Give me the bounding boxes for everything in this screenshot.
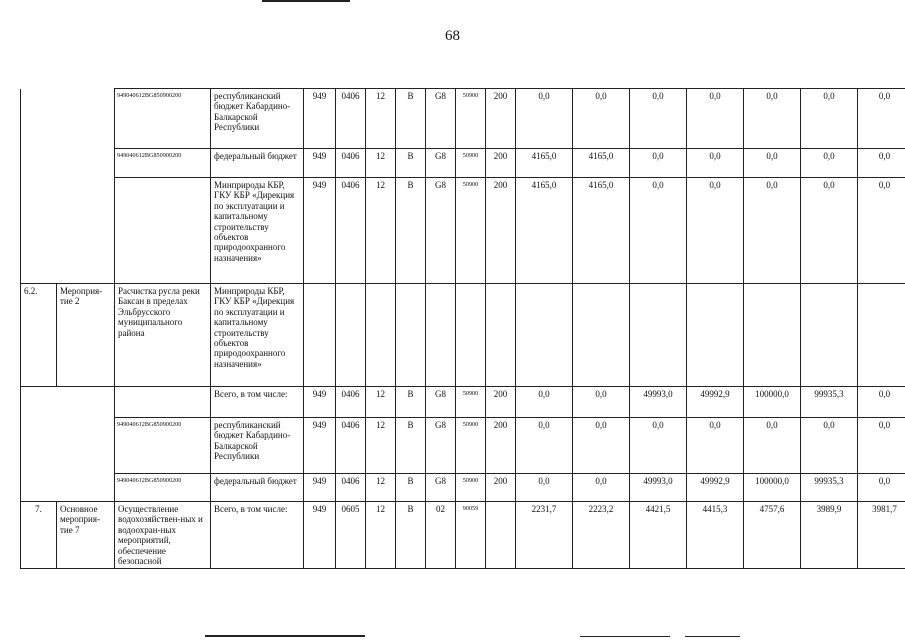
kbk-code-cell bbox=[115, 387, 211, 418]
value-cell: 0,0 bbox=[630, 149, 687, 178]
event-code-cell: G8 bbox=[426, 418, 456, 474]
rzpr-cell: 0605 bbox=[336, 502, 366, 569]
rzpr-cell: 0406 bbox=[336, 418, 366, 474]
item-number-cell: 6.2. bbox=[21, 284, 57, 387]
funding-source-cell: федеральный бюджет bbox=[211, 149, 304, 178]
grbs-cell: 949 bbox=[304, 89, 336, 149]
expense-type-cell: 200 bbox=[486, 474, 516, 502]
value-cell: 0,0 bbox=[744, 418, 801, 474]
expense-type-cell bbox=[486, 502, 516, 569]
empty-cell bbox=[801, 284, 858, 387]
value-cell: 0,0 bbox=[858, 89, 905, 149]
scan-mark-top bbox=[262, 0, 350, 2]
table-row bbox=[21, 474, 905, 502]
value-cell: 100000,0 bbox=[744, 387, 801, 418]
table-row bbox=[21, 89, 905, 149]
value-cell: 0,0 bbox=[687, 178, 744, 284]
expense-type-cell: 200 bbox=[486, 178, 516, 284]
value-cell: 0,0 bbox=[573, 89, 630, 149]
grbs-cell: 949 bbox=[304, 178, 336, 284]
value-cell: 0,0 bbox=[516, 387, 573, 418]
value-cell: 0,0 bbox=[573, 474, 630, 502]
grbs-cell: 949 bbox=[304, 474, 336, 502]
direction-code-cell: 50900 bbox=[456, 178, 486, 284]
table-row bbox=[21, 387, 905, 418]
kbk-code-cell: 949040612BG850900200 bbox=[115, 474, 211, 502]
rzpr-cell: 0406 bbox=[336, 149, 366, 178]
program-code-cell: 12 bbox=[366, 502, 396, 569]
kbk-code-cell: 949040612BG850900200 bbox=[115, 418, 211, 474]
direction-code-cell: 50900 bbox=[456, 149, 486, 178]
merged-empty-cell bbox=[21, 89, 115, 284]
value-cell: 0,0 bbox=[858, 387, 905, 418]
program-code-cell: 12 bbox=[366, 418, 396, 474]
value-cell: 99935,3 bbox=[801, 387, 858, 418]
funding-source-cell: республиканский бюджет Кабардино-Балкарской Республики bbox=[211, 418, 304, 474]
empty-cell bbox=[304, 284, 336, 387]
direction-code-cell: 50900 bbox=[456, 387, 486, 418]
funding-source-cell: Минприроды КБР, ГКУ КБР «Дирекция по эксплуатации и капитальному строительству объектов природоохранного назначения» bbox=[211, 284, 304, 387]
value-cell: 49992,9 bbox=[687, 387, 744, 418]
empty-cell bbox=[426, 284, 456, 387]
value-cell: 0,0 bbox=[858, 474, 905, 502]
event-code-cell: 02 bbox=[426, 502, 456, 569]
value-cell: 0,0 bbox=[573, 418, 630, 474]
expense-type-cell: 200 bbox=[486, 418, 516, 474]
funding-source-cell: федеральный бюджет bbox=[211, 474, 304, 502]
expense-type-cell: 200 bbox=[486, 149, 516, 178]
value-cell: 100000,0 bbox=[744, 474, 801, 502]
table-row bbox=[21, 502, 905, 569]
empty-cell bbox=[744, 284, 801, 387]
empty-cell bbox=[858, 284, 905, 387]
event-code-cell: G8 bbox=[426, 178, 456, 284]
subprogram-code-cell: B bbox=[396, 418, 426, 474]
subprogram-code-cell: B bbox=[396, 474, 426, 502]
rzpr-cell: 0406 bbox=[336, 387, 366, 418]
rzpr-cell: 0406 bbox=[336, 178, 366, 284]
funding-source-cell: Всего, в том числе: bbox=[211, 502, 304, 569]
subprogram-code-cell: B bbox=[396, 502, 426, 569]
scan-mark-bottom bbox=[205, 635, 365, 637]
value-cell: 4421,5 bbox=[630, 502, 687, 569]
kbk-code-cell: 949040612BG850900200 bbox=[115, 149, 211, 178]
kbk-code-cell bbox=[115, 178, 211, 284]
event-code-cell: G8 bbox=[426, 474, 456, 502]
grbs-cell: 949 bbox=[304, 387, 336, 418]
event-name-cell: Расчистка русла реки Баксан в пределах Эльбрусского муниципального района bbox=[115, 284, 211, 387]
value-cell: 0,0 bbox=[801, 178, 858, 284]
table-row bbox=[21, 149, 905, 178]
value-cell: 0,0 bbox=[858, 149, 905, 178]
kbk-code-cell: 949040612BG850900200 bbox=[115, 89, 211, 149]
value-cell: 3989,9 bbox=[801, 502, 858, 569]
table-row bbox=[21, 418, 905, 474]
event-code-cell: G8 bbox=[426, 89, 456, 149]
subprogram-code-cell: B bbox=[396, 178, 426, 284]
empty-cell bbox=[486, 284, 516, 387]
direction-code-cell: 50900 bbox=[456, 474, 486, 502]
funding-source-cell: Минприроды КБР, ГКУ КБР «Дирекция по эксплуатации и капитальному строительству объектов природоохранного назначения» bbox=[211, 178, 304, 284]
empty-cell bbox=[396, 284, 426, 387]
item-number-cell: 7. bbox=[21, 502, 57, 569]
grbs-cell: 949 bbox=[304, 418, 336, 474]
value-cell: 0,0 bbox=[744, 89, 801, 149]
status-cell: Мероприя-тие 2 bbox=[57, 284, 115, 387]
value-cell: 0,0 bbox=[687, 89, 744, 149]
scan-mark-bottom bbox=[685, 636, 740, 637]
value-cell: 4165,0 bbox=[573, 149, 630, 178]
value-cell: 0,0 bbox=[687, 149, 744, 178]
value-cell: 0,0 bbox=[516, 418, 573, 474]
empty-cell bbox=[456, 284, 486, 387]
value-cell: 2231,7 bbox=[516, 502, 573, 569]
event-code-cell: G8 bbox=[426, 149, 456, 178]
scan-mark-bottom bbox=[580, 636, 670, 637]
table-row bbox=[21, 178, 905, 284]
value-cell: 0,0 bbox=[801, 149, 858, 178]
value-cell: 0,0 bbox=[516, 89, 573, 149]
status-cell: Основное мероприя-тие 7 bbox=[57, 502, 115, 569]
value-cell: 49993,0 bbox=[630, 474, 687, 502]
value-cell: 2223,2 bbox=[573, 502, 630, 569]
subprogram-code-cell: B bbox=[396, 149, 426, 178]
value-cell: 0,0 bbox=[630, 178, 687, 284]
value-cell: 0,0 bbox=[801, 89, 858, 149]
direction-code-cell: 50900 bbox=[456, 418, 486, 474]
value-cell: 4415,3 bbox=[687, 502, 744, 569]
subprogram-code-cell: B bbox=[396, 89, 426, 149]
value-cell: 4165,0 bbox=[573, 178, 630, 284]
value-cell: 3981,7 bbox=[858, 502, 905, 569]
value-cell: 0,0 bbox=[744, 178, 801, 284]
value-cell: 0,0 bbox=[858, 178, 905, 284]
page-number: 68 bbox=[445, 28, 460, 44]
empty-cell bbox=[366, 284, 396, 387]
grbs-cell: 949 bbox=[304, 149, 336, 178]
program-code-cell: 12 bbox=[366, 178, 396, 284]
value-cell: 0,0 bbox=[858, 418, 905, 474]
value-cell: 0,0 bbox=[573, 387, 630, 418]
program-code-cell: 12 bbox=[366, 387, 396, 418]
empty-cell bbox=[336, 284, 366, 387]
subprogram-code-cell: B bbox=[396, 387, 426, 418]
rzpr-cell: 0406 bbox=[336, 89, 366, 149]
program-code-cell: 12 bbox=[366, 149, 396, 178]
value-cell: 99935,3 bbox=[801, 474, 858, 502]
value-cell: 49993,0 bbox=[630, 387, 687, 418]
program-code-cell: 12 bbox=[366, 474, 396, 502]
event-name-cell: Осуществление водохозяйствен-ных и водоохран-ных мероприятий, обеспечение безопасной bbox=[115, 502, 211, 569]
value-cell: 0,0 bbox=[744, 149, 801, 178]
empty-cell bbox=[630, 284, 687, 387]
value-cell: 0,0 bbox=[687, 418, 744, 474]
program-code-cell: 12 bbox=[366, 89, 396, 149]
value-cell: 0,0 bbox=[516, 474, 573, 502]
funding-source-cell: республиканский бюджет Кабардино-Балкарской Республики bbox=[211, 89, 304, 149]
grbs-cell: 949 bbox=[304, 502, 336, 569]
value-cell: 4757,6 bbox=[744, 502, 801, 569]
expense-type-cell: 200 bbox=[486, 387, 516, 418]
merged-empty-cell bbox=[21, 387, 115, 502]
value-cell: 0,0 bbox=[630, 89, 687, 149]
rzpr-cell: 0406 bbox=[336, 474, 366, 502]
direction-code-cell: 90059 bbox=[456, 502, 486, 569]
value-cell: 49992,9 bbox=[687, 474, 744, 502]
empty-cell bbox=[516, 284, 573, 387]
value-cell: 0,0 bbox=[801, 418, 858, 474]
value-cell: 4165,0 bbox=[516, 149, 573, 178]
expense-type-cell: 200 bbox=[486, 89, 516, 149]
value-cell: 4165,0 bbox=[516, 178, 573, 284]
empty-cell bbox=[687, 284, 744, 387]
empty-cell bbox=[573, 284, 630, 387]
funding-source-cell: Всего, в том числе: bbox=[211, 387, 304, 418]
event-code-cell: G8 bbox=[426, 387, 456, 418]
value-cell: 0,0 bbox=[630, 418, 687, 474]
direction-code-cell: 50900 bbox=[456, 89, 486, 149]
table-row bbox=[21, 284, 905, 387]
budget-table bbox=[20, 88, 905, 569]
